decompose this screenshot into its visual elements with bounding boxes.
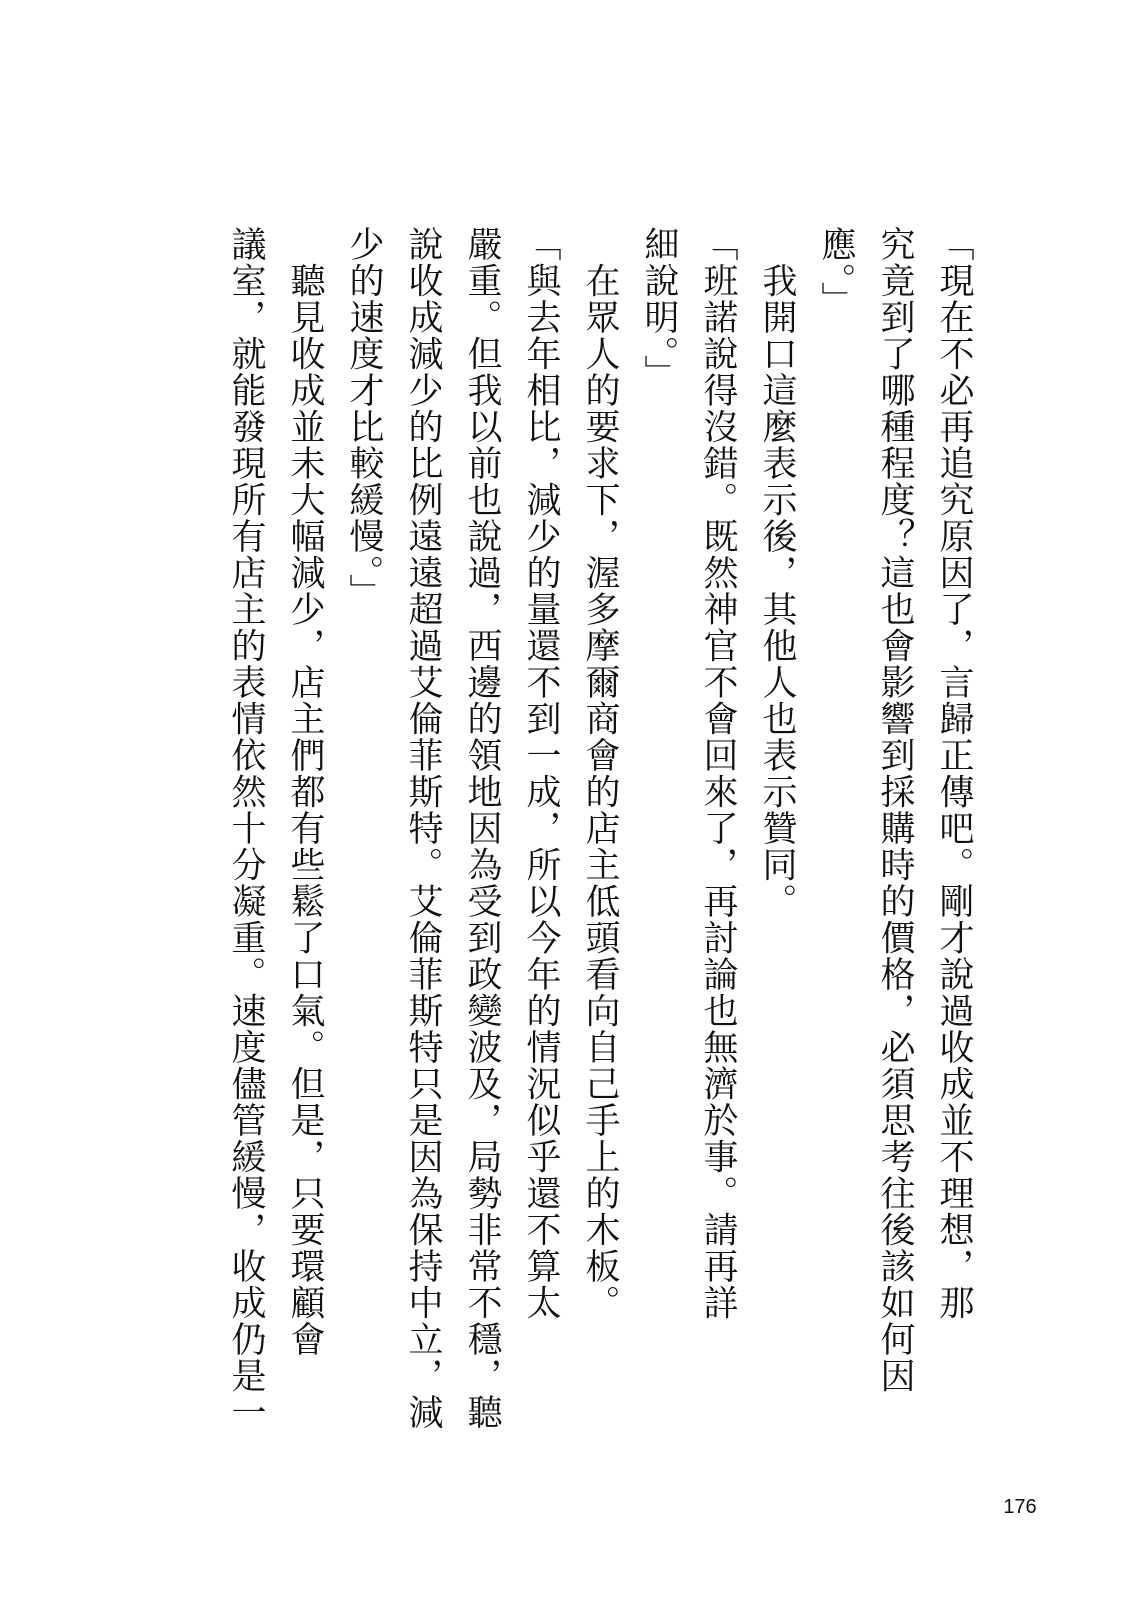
text-column-12: 聽見收成並未大幅減少，店主們都有些鬆了口氣。但是，只要環顧會 [285,226,325,1358]
text-column-6: 細說明。」 [639,226,679,391]
text-column-3: 應。」 [816,226,856,318]
page-number: 176 [1003,1496,1037,1518]
text-column-13: 議室，就能發現所有店主的表情依然十分凝重。速度儘管緩慢，收成仍是一 [226,226,266,1431]
text-column-7: 在眾人的要求下，渥多摩爾商會的店主低頭看向自己手上的木板。 [580,226,620,1321]
text-column-4: 我開口這麼表示後，其他人也表示贊同。 [757,226,797,920]
text-column-10: 說收成減少的比例遠遠超過艾倫菲斯特。艾倫菲斯特只是因為保持中立，減 [403,226,443,1431]
text-column-1: 「現在不必再追究原因了，言歸正傳吧。剛才說過收成並不理想，那 [934,226,974,1321]
text-column-5: 「班諾說得沒錯。既然神官不會回來了，再討論也無濟於事。請再詳 [698,226,738,1321]
text-column-9: 嚴重。但我以前也說過，西邊的領地因為受到政變波及，局勢非常不穩，聽 [462,226,502,1431]
text-column-2: 究竟到了哪種程度？這也會影響到採購時的價格，必須思考往後該如何因 [875,226,915,1394]
text-column-11: 少的速度才比較緩慢。」 [344,226,384,610]
text-column-8: 「與去年相比，減少的量還不到一成，所以今年的情況似乎還不算太 [521,226,561,1321]
vertical-text-block [226,226,983,1431]
